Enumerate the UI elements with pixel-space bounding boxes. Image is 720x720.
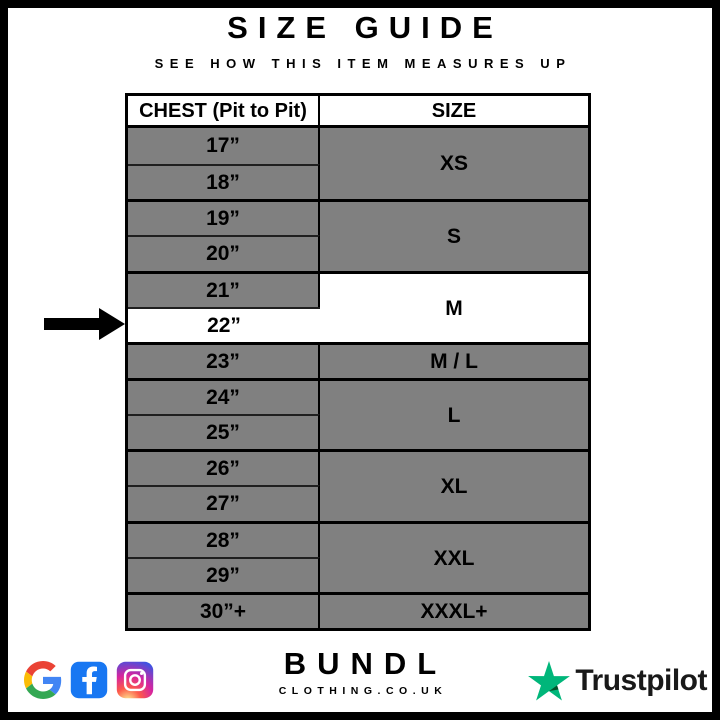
chest-cell-24: 24” (128, 378, 320, 414)
chest-column-header: CHEST (Pit to Pit) (128, 96, 320, 128)
chest-cell-25: 25” (128, 414, 320, 450)
brand-domain: CLOTHING.CO.UK (278, 685, 448, 697)
chest-cell-27: 27” (128, 485, 320, 521)
trustpilot-logo (528, 661, 707, 701)
page-subtitle: SEE HOW THIS ITEM MEASURES UP (154, 56, 572, 71)
size-cell-xxl: XXL (320, 521, 588, 592)
chest-cell-23: 23” (128, 342, 320, 378)
chest-cell-21: 21” (128, 271, 320, 307)
page-title: SIZE GUIDE (227, 10, 503, 45)
size-cell-xs: XS (320, 128, 588, 199)
chest-cell-19: 19” (128, 199, 320, 235)
chest-cell-18: 18” (128, 164, 320, 200)
chest-cell-29: 29” (128, 557, 320, 593)
size-cell-xxxl-plus: XXXL+ (320, 592, 588, 628)
size-cell-m-highlighted: M (320, 271, 588, 342)
size-cell-s: S (320, 199, 588, 270)
trustpilot-star-icon (528, 661, 570, 701)
size-column-header: SIZE (320, 96, 588, 128)
size-cell-xl: XL (320, 449, 588, 520)
brand-name: BUNDL (283, 646, 448, 681)
chest-cell-26: 26” (128, 449, 320, 485)
size-table (125, 93, 591, 631)
trustpilot-label: Trustpilot (575, 664, 707, 697)
size-cell-l: L (320, 378, 588, 449)
size-cell-m-l: M / L (320, 342, 588, 378)
highlight-arrow-icon (44, 307, 125, 341)
chest-cell-17: 17” (128, 128, 320, 164)
chest-cell-20: 20” (128, 235, 320, 271)
chest-cell-22-highlighted: 22” (128, 307, 320, 343)
chest-cell-30-plus: 30”+ (128, 592, 320, 628)
chest-cell-28: 28” (128, 521, 320, 557)
